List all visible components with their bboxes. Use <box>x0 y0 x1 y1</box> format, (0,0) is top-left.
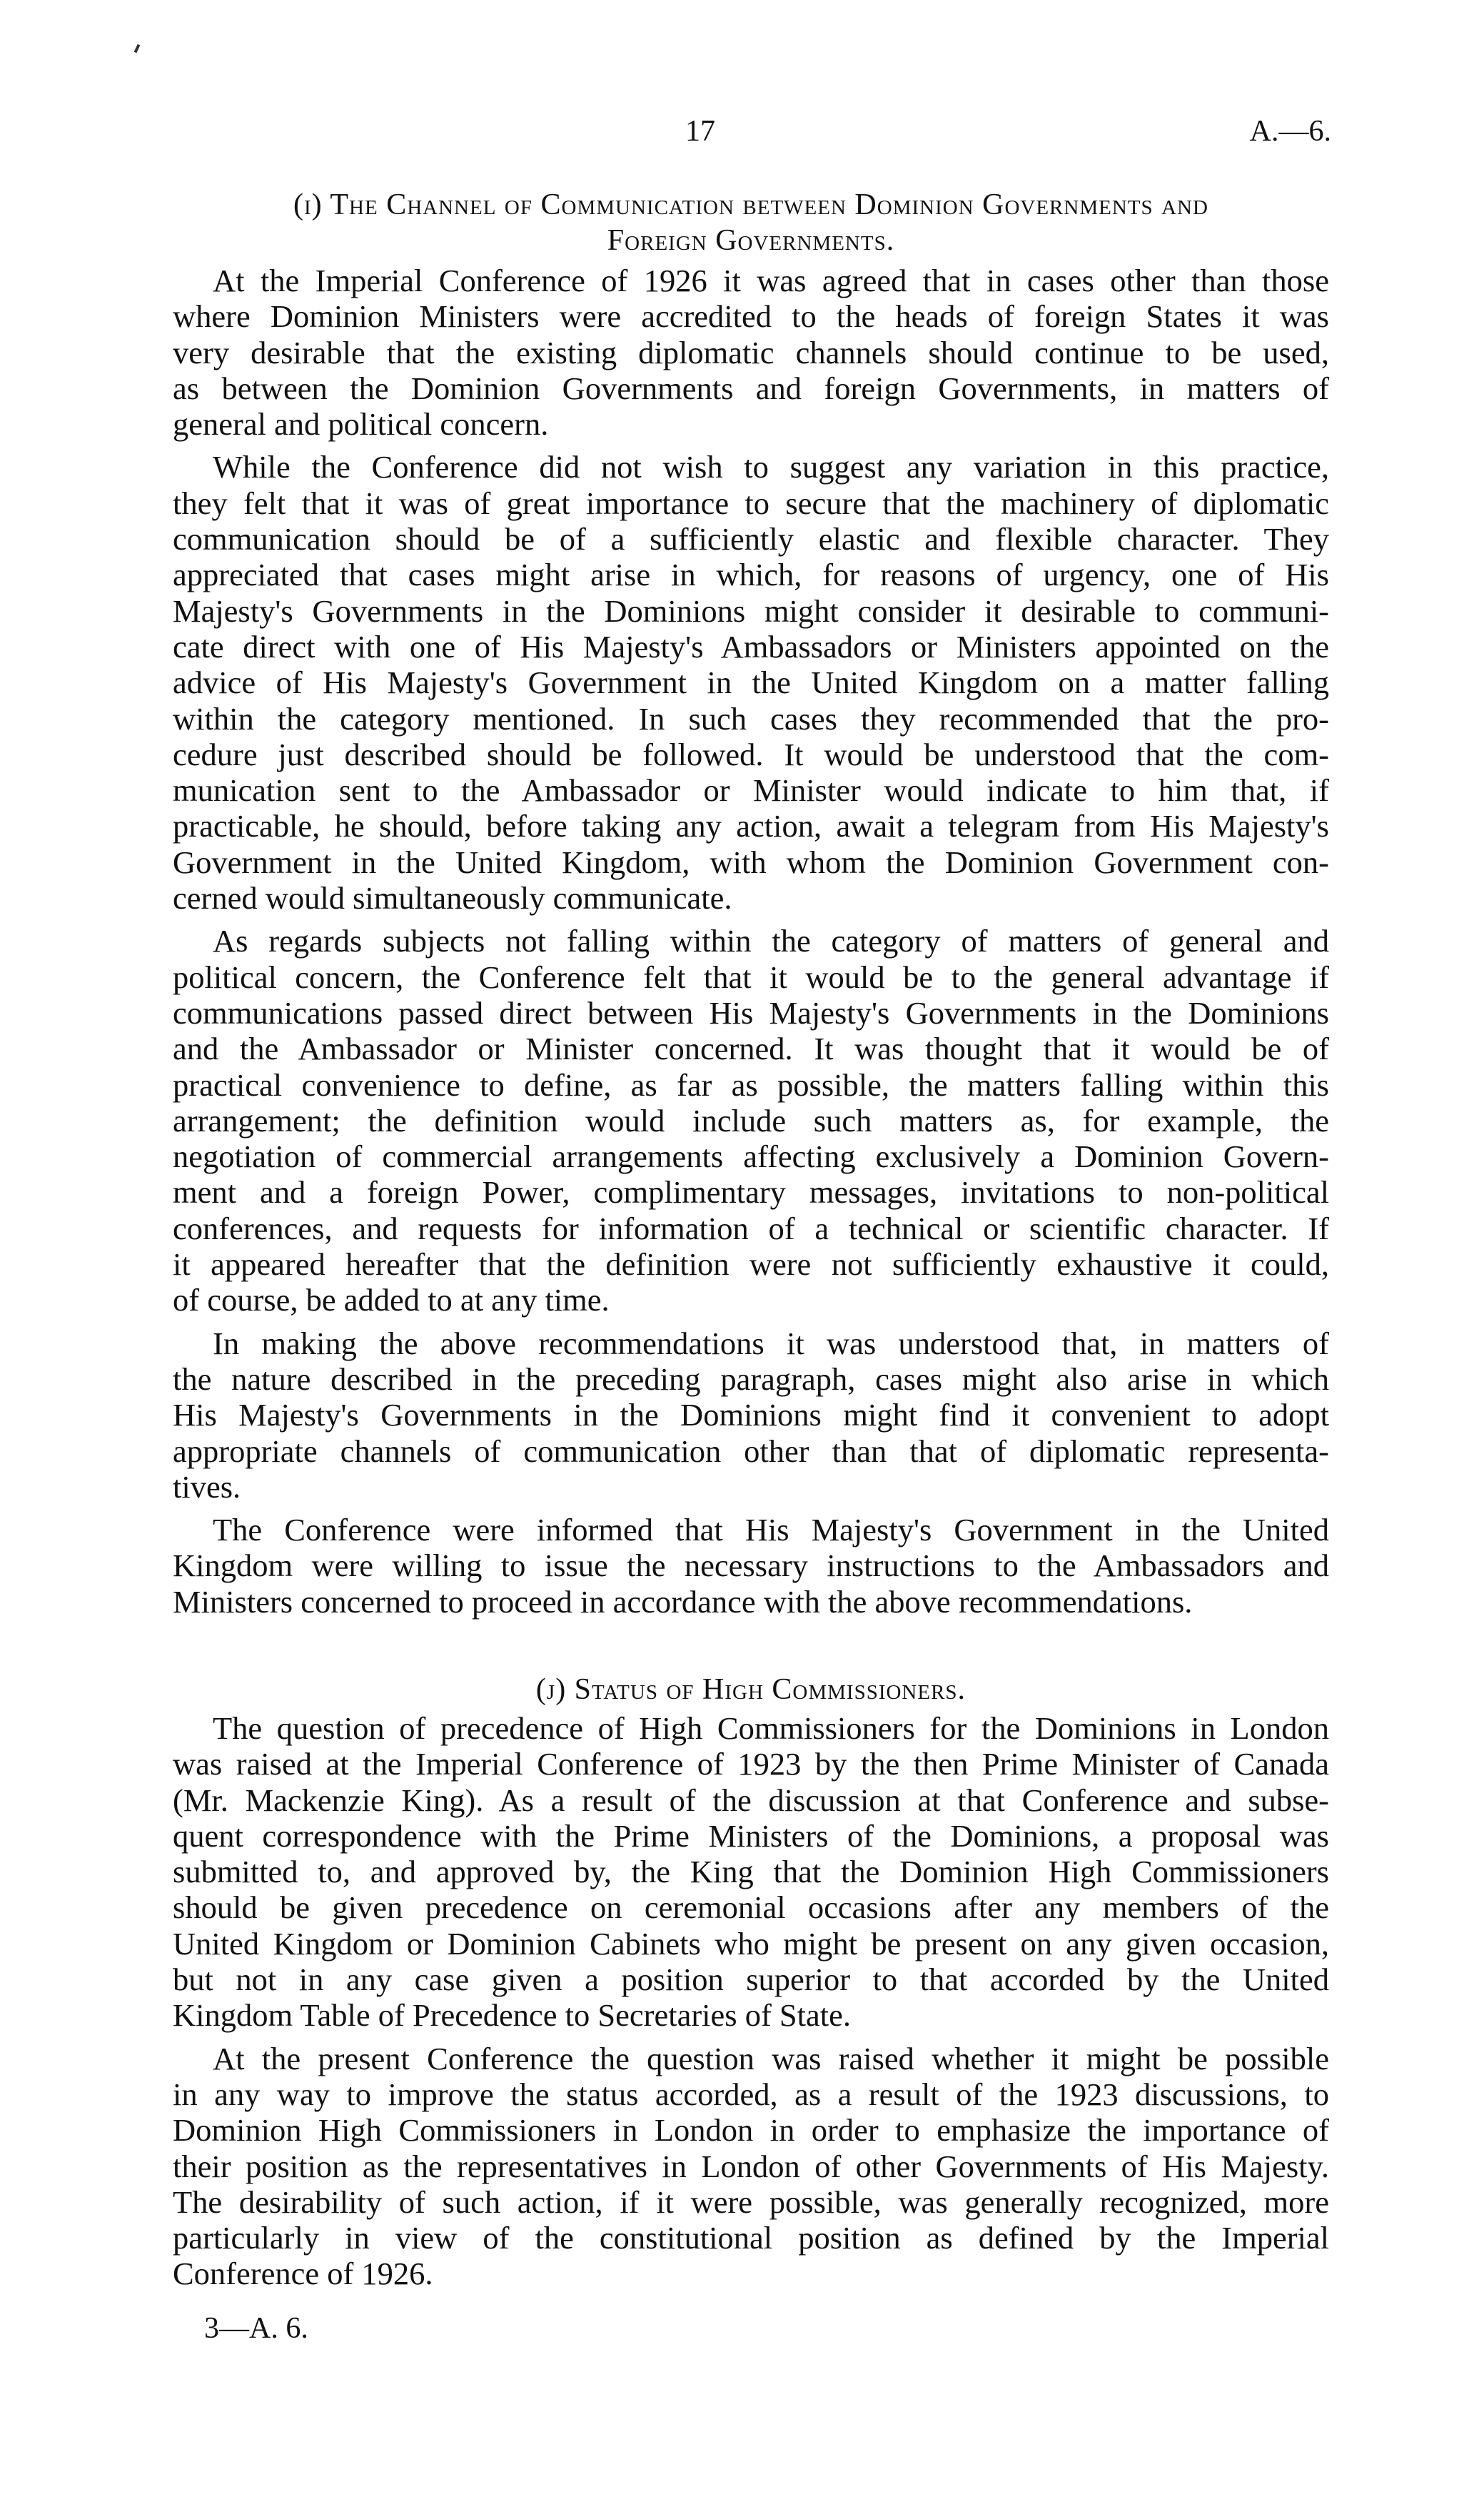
text-line: practicable, he should, before taking any action, await a telegram from His Majesty's <box>173 808 1329 844</box>
page-number: 17 <box>685 115 715 148</box>
text-line: communication should be of a sufficiently elastic and flexible character. They <box>173 521 1329 557</box>
text-line: cerned would simultaneously communicate. <box>173 880 732 917</box>
text-line: The Conference were informed that His Majesty's Government in the United <box>213 1512 1329 1548</box>
paragraph <box>173 1512 1329 1620</box>
paragraph <box>173 1326 1329 1505</box>
text-line: political concern, the Conference felt that it would be to the general advantage if <box>173 959 1329 995</box>
text-line: of course, be added to at any time. <box>173 1282 610 1318</box>
text-line: their position as the representatives in London of other Governments of His Majesty. <box>173 2148 1329 2184</box>
text-line: negotiation of commercial arrangements affecting exclusively a Dominion Govern- <box>173 1139 1329 1175</box>
text-line: tives. <box>173 1468 241 1505</box>
text-line: ment and a foreign Power, complimentary messages, invitations to non-political <box>173 1174 1329 1211</box>
text-line: within the category mentioned. In such cases they recommended that the pro- <box>173 700 1329 737</box>
text-line: appreciated that cases might arise in which, for reasons of urgency, one of His <box>173 557 1329 593</box>
text-line: where Dominion Ministers were accredited to the heads of foreign States it was <box>173 298 1329 335</box>
text-line: In making the above recommendations it was understood that, in matters of <box>213 1325 1329 1361</box>
text-line: As regards subjects not falling within the category of matters of general and <box>213 923 1329 959</box>
document-reference: A.—6. <box>1249 115 1331 148</box>
section-j-body <box>173 1710 1329 2299</box>
paragraph <box>173 2041 1329 2292</box>
section-i-body <box>173 263 1329 1627</box>
text-line: but not in any case given a position superior to that accorded by the United <box>173 1962 1329 1998</box>
text-line: arrangement; the definition would include such matters as, for example, the <box>173 1102 1329 1139</box>
section-j-heading: (j) Status of High Commissioners. <box>535 1673 966 1706</box>
text-line: advice of His Majesty's Government in the United Kingdom on a matter falling <box>173 665 1329 701</box>
paragraph <box>173 1710 1329 2034</box>
text-line: His Majesty's Governments in the Dominions might find it convenient to adopt <box>173 1397 1329 1433</box>
text-line: Dominion High Commissioners in London in order to emphasize the importance of <box>173 2112 1329 2149</box>
text-line: The desirability of such action, if it were possible, was generally recognized, more <box>173 2184 1329 2220</box>
text-line: Ministers concerned to proceed in accordance with the above recommendations. <box>173 1583 1193 1620</box>
text-line: quent correspondence with the Prime Ministers of the Dominions, a proposal was <box>173 1817 1329 1854</box>
text-line: should be given precedence on ceremonial occasions after any members of the <box>173 1889 1329 1926</box>
text-line: Kingdom were willing to issue the necessary instructions to the Ambassadors and <box>173 1548 1329 1584</box>
paragraph <box>173 263 1329 442</box>
text-line: they felt that it was of great importance to secure that the machinery of diplomatic <box>173 485 1329 521</box>
text-line: general and political concern. <box>173 406 549 443</box>
scan-mark <box>134 44 141 54</box>
text-line: submitted to, and approved by, the King that the Dominion High Commissioners <box>173 1854 1329 1890</box>
text-line: cate direct with one of His Majesty's Ambassadors or Ministers appointed on the <box>173 628 1329 665</box>
text-line: communications passed direct between His Majesty's Governments in the Dominions <box>173 994 1329 1031</box>
text-line: While the Conference did not wish to suggest any variation in this practice, <box>213 449 1329 485</box>
text-line: The question of precedence of High Commissioners for the Dominions in London <box>213 1710 1329 1746</box>
text-line: (Mr. Mackenzie King). As a result of the discussion at that Conference and subse- <box>173 1782 1329 1818</box>
text-line: the nature described in the preceding paragraph, cases might also arise in which <box>173 1360 1329 1397</box>
section-i-heading-line2: Foreign Governments. <box>607 224 895 257</box>
text-line: At the present Conference the question was raised whether it might be possible <box>213 2040 1329 2076</box>
text-line: particularly in view of the constitutional position as defined by the Imperial <box>173 2220 1329 2256</box>
paragraph <box>173 449 1329 916</box>
text-line: Kingdom Table of Precedence to Secretaries of State. <box>173 1997 851 2034</box>
text-line: munication sent to the Ambassador or Minister would indicate to him that, if <box>173 772 1329 809</box>
paragraph <box>173 923 1329 1318</box>
text-line: and the Ambassador or Minister concerned. It was thought that it would be of <box>173 1031 1329 1067</box>
text-line: as between the Dominion Governments and foreign Governments, in matters of <box>173 370 1329 406</box>
text-line: Conference of 1926. <box>173 2256 433 2292</box>
text-line: Majesty's Governments in the Dominions might consider it desirable to communi- <box>173 592 1329 629</box>
text-line: At the Imperial Conference of 1926 it was agreed that in cases other than those <box>213 263 1329 298</box>
text-line: appropriate channels of communication other than that of diplomatic representa- <box>173 1433 1329 1469</box>
text-line: was raised at the Imperial Conference of 1923 by the then Prime Minister of Canada <box>173 1746 1329 1782</box>
text-line: very desirable that the existing diplomatic channels should continue to be used, <box>173 334 1329 370</box>
signature-mark: 3—A. 6. <box>204 2312 308 2345</box>
section-i-heading-line1: (i) The Channel of Communication between Dominion Governments and <box>293 188 1208 221</box>
text-line: practical convenience to define, as far as possible, the matters falling within this <box>173 1066 1329 1103</box>
text-line: Government in the United Kingdom, with whom the Dominion Government con- <box>173 844 1329 880</box>
text-line: in any way to improve the status accorded, as a result of the 1923 discussions, to <box>173 2076 1329 2112</box>
text-line: cedure just described should be followed. It would be understood that the com- <box>173 736 1329 772</box>
text-line: conferences, and requests for information of a technical or scientific character. If <box>173 1210 1329 1246</box>
text-line: United Kingdom or Dominion Cabinets who might be present on any given occasion, <box>173 1925 1329 1962</box>
text-line: it appeared hereafter that the definition were not sufficiently exhaustive it could, <box>173 1246 1329 1283</box>
